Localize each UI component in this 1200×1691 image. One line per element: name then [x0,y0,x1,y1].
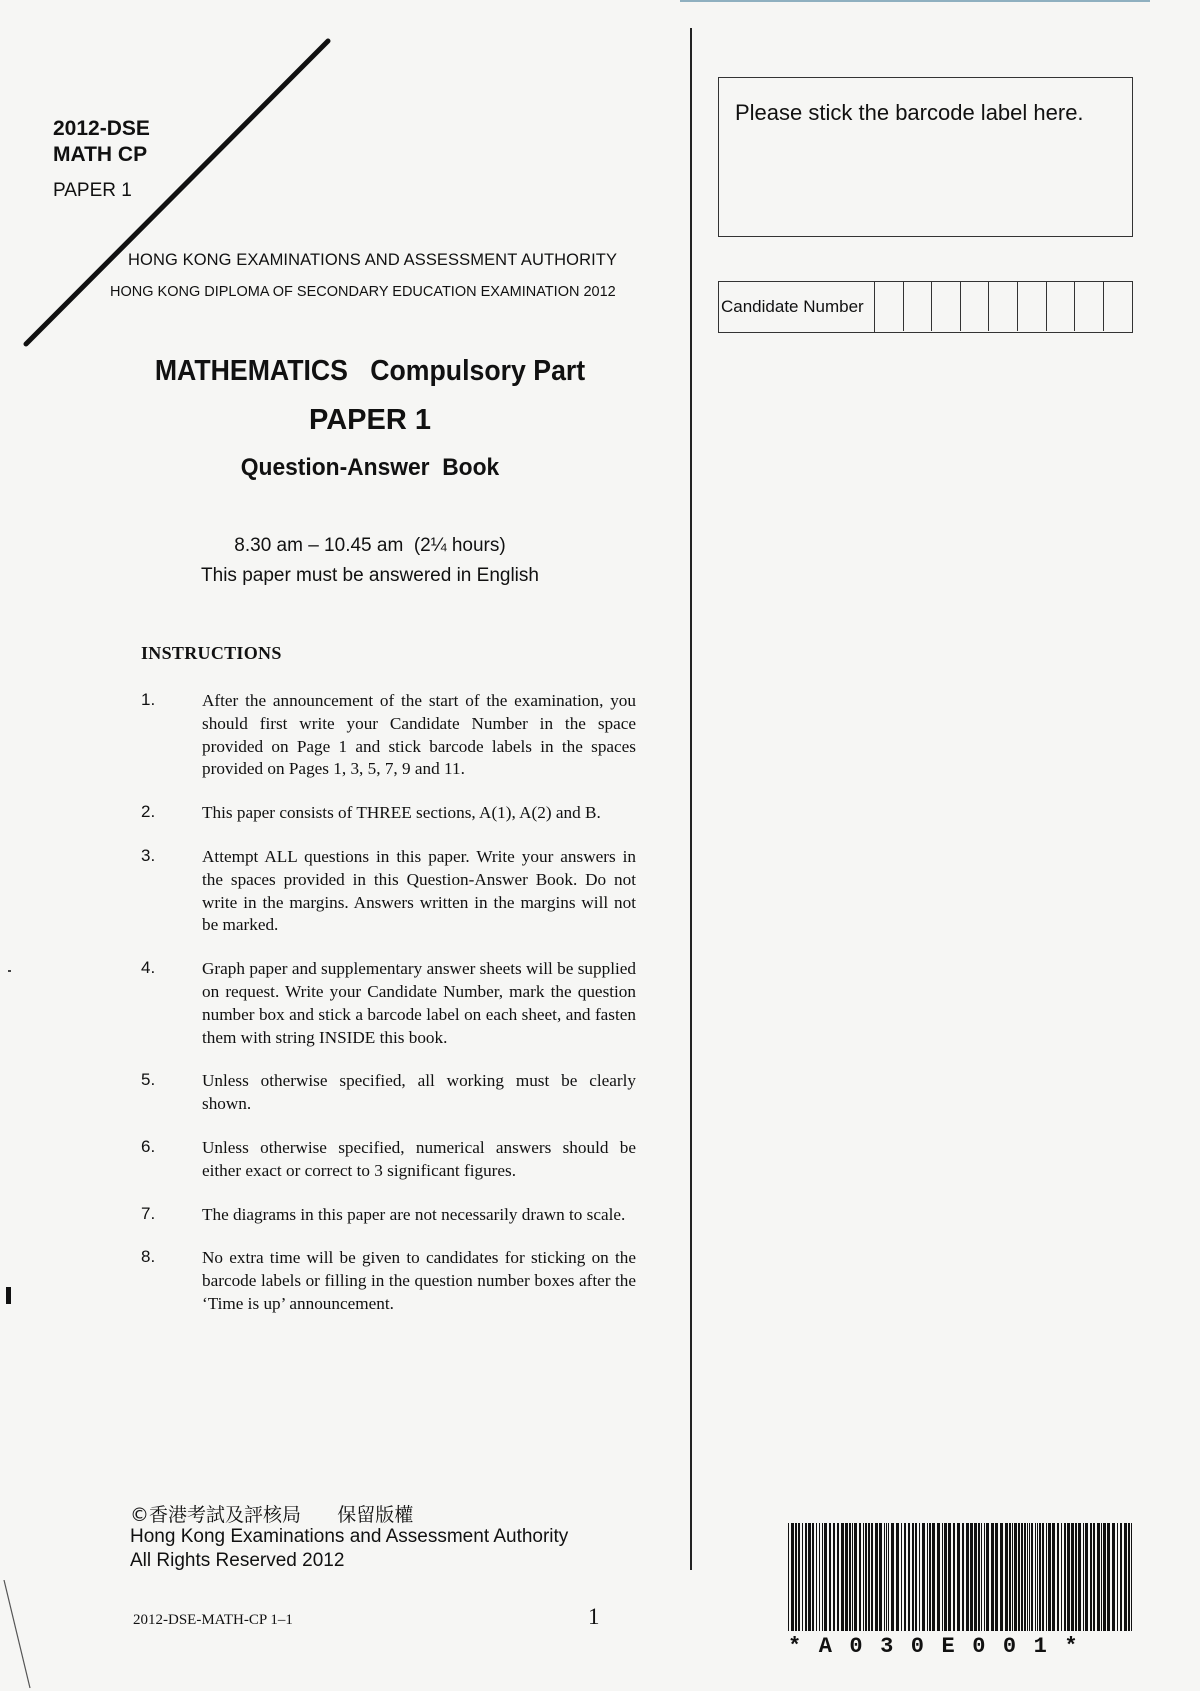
scan-edge-line [680,0,1150,2]
barcode-bar [865,1523,867,1631]
instruction-text: Graph paper and supplementary answer sheets will be supplied on request. Write your Candidate Number, mark the question number box and stick a barcode label on each sheet, and fasten them with string INSIDE this book. [202,959,636,1047]
barcode-bar [852,1523,853,1631]
barcode-bar [1093,1523,1095,1631]
barcode-bar [841,1523,844,1631]
barcode-bar [802,1523,803,1631]
instruction-item [141,846,641,937]
barcode-label-area[interactable] [718,77,1133,237]
candidate-number-cell[interactable] [1075,282,1104,331]
barcode-bar [868,1523,870,1631]
scan-margin-mark [6,1287,11,1304]
barcode-bar [904,1523,906,1631]
barcode-bar [871,1523,873,1631]
barcode-bar [1064,1523,1066,1631]
candidate-number-cell[interactable] [904,282,933,331]
instruction-text: Attempt ALL questions in this paper. Write your answers in the spaces provided in this Question-Answer Book. Do not write in the margins. Answers written in the margins will not be marked. [202,846,636,935]
book-title: Question-Answer Book [240,454,500,481]
instruction-number: 3. [141,845,156,865]
barcode-bar [953,1523,955,1631]
barcode-bar [1009,1523,1011,1631]
barcode-bar [1061,1523,1062,1631]
paper-code-year: 2012-DSE [53,117,150,140]
barcode-bar [863,1523,864,1631]
instruction-number: 2. [141,802,156,822]
barcode-bar [1067,1523,1070,1631]
copyright-english: Hong Kong Examinations and Assessment Authority [130,1526,569,1547]
instruction-text: This paper consists of THREE sections, A(1), A(2) and B. [202,803,601,823]
barcode-bar [948,1523,951,1631]
barcode-bar [970,1523,973,1631]
barcode-bar [833,1523,835,1631]
subject-title: MATHEMATICS Compulsory Part [154,355,586,387]
instruction-item [141,1247,641,1315]
barcode-bar [1046,1523,1047,1631]
paper-code [53,116,150,204]
barcode-bar [808,1523,811,1631]
barcode-bar [1101,1523,1102,1631]
barcode-bar [937,1523,940,1631]
barcode-bar [944,1523,947,1631]
barcode-bar [886,1523,887,1631]
barcode-bar [922,1523,925,1631]
barcode-bar [1128,1523,1130,1631]
instructions-heading: INSTRUCTIONS [141,643,282,663]
barcode-bar [845,1523,848,1631]
candidate-number-cell[interactable] [989,282,1018,331]
barcode-bar [1037,1523,1038,1631]
barcode-bar [1005,1523,1008,1631]
barcode-bar [1024,1523,1026,1631]
barcode-bar [822,1523,823,1631]
barcode-bar [1131,1523,1132,1631]
barcode-bar [1018,1523,1020,1631]
barcode-bar [1029,1523,1030,1631]
barcode-bar [908,1523,910,1631]
barcode-bar [824,1523,827,1631]
instruction-item [141,690,641,781]
authority-name: HONG KONG EXAMINATIONS AND ASSESSMENT AUTHORITY [128,251,618,269]
barcode-bar [1090,1523,1092,1631]
instruction-item [141,802,641,825]
instruction-item [141,1070,641,1116]
barcode-bar [812,1523,814,1631]
barcode-bar [875,1523,878,1631]
barcode-bar [884,1523,885,1631]
candidate-number-cell[interactable] [1047,282,1076,331]
exam-time: 8.30 am – 10.45 am (2¼ hours) [234,535,506,556]
barcode-bar [1039,1523,1041,1631]
barcode-bar [1021,1523,1023,1631]
barcode-bar [1027,1523,1028,1631]
instruction-text: Unless otherwise specified, all working must be clearly shown. [202,1071,636,1114]
instruction-text: No extra time will be given to candidates for sticking on the barcode labels or filling in the question number boxes after the ‘Time is up’ announcement. [202,1248,636,1313]
copyright-chinese: ©香港考試及評核局 保留版權 [130,1504,414,1526]
barcode-bar [915,1523,917,1631]
instruction-number: 5. [141,1070,156,1090]
barcode-bar [932,1523,935,1631]
barcode-bar [795,1523,797,1631]
barcode-bar [957,1523,960,1631]
instruction-item [141,1137,641,1183]
barcode-bar [1000,1523,1003,1631]
language-note: This paper must be answered in English [201,565,539,586]
barcode-bar [805,1523,807,1631]
barcode-bar [912,1523,914,1631]
barcode-bar [919,1523,920,1631]
instruction-number: 4. [141,958,156,978]
barcode-bar [891,1523,894,1631]
barcode-bar [901,1523,902,1631]
barcode-bar [1120,1523,1122,1631]
barcode-bar [859,1523,861,1631]
instruction-text: Unless otherwise specified, numerical answers should be either exact or correct to 3 significant figures. [202,1137,636,1180]
candidate-number-cell[interactable] [932,282,961,331]
barcode-bar [995,1523,998,1631]
barcode-bar [978,1523,980,1631]
barcode-bar [1107,1523,1110,1631]
barcode-bar [1014,1523,1017,1631]
barcode-bar [1097,1523,1100,1631]
barcode-bar [1031,1523,1033,1631]
barcode-bar [791,1523,794,1631]
barcode-bar [981,1523,982,1631]
barcode-bar [854,1523,857,1631]
barcode-bar [991,1523,994,1631]
barcode-bar [962,1523,964,1631]
barcode-bar [1012,1523,1013,1631]
instruction-text: The diagrams in this paper are not necessarily drawn to scale. [202,1204,626,1224]
barcode-bar [942,1523,943,1631]
barcode-bar [788,1523,789,1631]
barcode-bar [1085,1523,1088,1631]
barcode-bar [929,1523,931,1631]
page-divider [690,28,692,1570]
barcode-bar [896,1523,899,1631]
barcode-bar [974,1523,977,1631]
barcode-bar [816,1523,817,1631]
barcode-bar [966,1523,969,1631]
candidate-number-cell[interactable] [875,282,904,331]
candidate-number-cell[interactable] [1018,282,1047,331]
barcode-label-prompt: Please stick the barcode label here. [735,100,1084,125]
barcode-bar [1078,1523,1081,1631]
exam-name: HONG KONG DIPLOMA OF SECONDARY EDUCATION EXAMINATION 2012 [110,284,616,300]
barcode-bar [1112,1523,1115,1631]
barcode-bar [1117,1523,1118,1631]
instruction-item [141,958,641,1049]
candidate-number-cell[interactable] [961,282,990,331]
barcode-bar [837,1523,839,1631]
barcode-bar [1057,1523,1059,1631]
barcode-bar [927,1523,928,1631]
instruction-number: 8. [141,1247,156,1267]
barcode-bar [986,1523,989,1631]
diagonal-slash-mark [0,0,340,360]
barcode-text: *A030E001* [788,1634,1096,1659]
barcode-bar [1042,1523,1044,1631]
document-code: 2012-DSE-MATH-CP 1–1 [133,1612,293,1628]
barcode-bar [1083,1523,1084,1631]
barcode-bar [1103,1523,1106,1631]
instruction-number: 1. [141,690,156,709]
barcode-bar [1071,1523,1074,1631]
barcode-bar [888,1523,889,1631]
barcode-bar [849,1523,851,1631]
page-number: 1 [588,1604,600,1629]
scan-margin-mark [8,970,11,972]
instructions-list [141,690,641,1337]
candidate-number-box [718,281,1133,333]
barcode-bar [798,1523,800,1631]
barcode-bar [829,1523,831,1631]
barcode-bar [1052,1523,1055,1631]
barcode-bar [879,1523,882,1631]
barcode-graphic [788,1523,1134,1631]
instruction-text: After the announcement of the start of the examination, you should first write your Candidate Number in the space provided on Page 1 and stick barcode labels in the spaces provided on Pages 1, 3, 5, 7, 9 and 11. [202,691,636,779]
barcode-bar [1124,1523,1127,1631]
barcode-bar [1035,1523,1036,1631]
candidate-number-cell[interactable] [1104,282,1133,331]
barcode-bar [1075,1523,1077,1631]
paper-code-subject: MATH CP [53,143,148,166]
instruction-number: 6. [141,1136,156,1156]
instruction-number: 7. [141,1203,156,1223]
rights-reserved: All Rights Reserved 2012 [130,1550,345,1571]
barcode-bar [1048,1523,1051,1631]
paper-title: PAPER 1 [309,404,431,436]
barcode-bar [819,1523,820,1631]
barcode-bar [984,1523,985,1631]
candidate-number-label: Candidate Number [719,282,875,332]
scan-corner-line [0,1580,50,1691]
paper-code-paper: PAPER 1 [53,180,132,201]
instruction-item [141,1204,641,1227]
